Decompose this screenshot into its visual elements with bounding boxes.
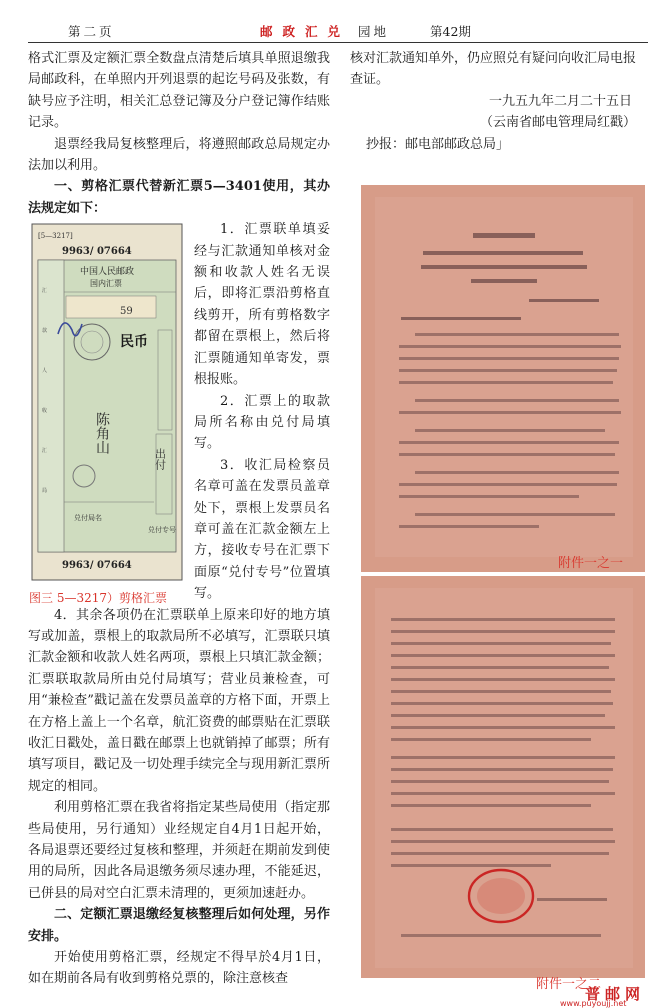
money-order-image xyxy=(28,222,186,582)
section-heading-2: 二、定额汇票退缴经复核整理后如何处理，另作安排。 xyxy=(28,907,330,944)
publication-brand: 邮政汇兑 xyxy=(260,24,351,39)
slip-payout-label: 兑付专号 xyxy=(148,526,176,535)
svg-text:人: 人 xyxy=(42,368,48,375)
left-column xyxy=(28,48,330,990)
annex-label-2: 附件一之二 xyxy=(536,977,602,992)
paragraph-intro: 格式汇票及定额汇票全数盘点清楚后填具单照退缴我局邮政科，在单照内开列退票的起讫号码及张数，有缺号应予注明，相关汇总登记簿及分户登记簿作结账记录。 xyxy=(28,51,330,131)
slip-title-line1: 中国人民邮政 xyxy=(80,267,135,278)
paragraph-schedule: 利用剪格汇票在我省将指定某些局使用（指定那些局使用，另行通知）业经规定自4月1日起开始，各局退票还要经过复核和整理，并须赶在期前发到使用的局所，因此各局退缴务须尽速办理，不能延迟，已併县的局对空白汇票未清理的，更须加速赶办。 xyxy=(28,800,330,901)
annex-label-1: 附件一之一 xyxy=(557,556,623,571)
rule-step-2: 2．汇票上的取款局所名称由兑付局填写。 xyxy=(194,393,330,452)
watermark-logo: 普邮网 xyxy=(585,985,646,1003)
slip-serial-top: 9963/ 07664 xyxy=(62,246,132,258)
slip-currency: 民币 xyxy=(120,334,148,351)
annex-document-2 xyxy=(361,576,645,992)
svg-text:兑付局名: 兑付局名 xyxy=(74,514,102,523)
rule-step-3: 3．收汇局检察员名章可盖在发票员盖章处下，票根上发票员名章可盖在汇款金额左上方，接收专号在汇票下面原“兑付专号”位置填写。 xyxy=(194,457,330,602)
carbon-copy-line: 抄报：邮电部邮政总局」 xyxy=(366,136,510,152)
paragraph-verify: 核对汇款通知单外，仍应照兑有疑问向收汇局电报查证。 xyxy=(350,51,637,88)
section-heading-1: 一、剪格汇票代替新汇票5—3401使用，其办法规定如下： xyxy=(28,179,330,216)
section-label: 园地 xyxy=(358,24,390,39)
svg-text:59: 59 xyxy=(120,306,133,318)
money-order-slip xyxy=(28,222,186,605)
seal-note: （云南省邮电管理局红戳） xyxy=(479,115,636,131)
slip-caption: 图三 5—3217）剪格汇票 xyxy=(29,590,167,605)
slip-serial-bottom: 9963/ 07664 xyxy=(62,560,132,572)
rule-step-4: 4．其余各项仍在汇票联单上原来印好的地方填写或加盖，票根上的取款局所不必填写，汇票联只填汇款金额和收款人姓名两项，票根上只填汇款金额；汇票联取款局所由兑付局填写；营业员兼检查，可用“兼检查”戳记盖在发票员盖章的方格下面，开票上在方格上盖上一个名章，航汇资费的邮票贴在汇票联收汇日戳处，盖日戳在邮票上也就销掉了邮票；所有填写项目，戳记及一切处理手续完全与现用新汇票所规定的相同。 xyxy=(28,607,330,794)
svg-text:款: 款 xyxy=(42,328,48,335)
annex-document-1 xyxy=(361,185,645,572)
paragraph-review: 退票经我局复核整理后，将遵照邮政总局规定办法加以利用。 xyxy=(28,136,330,174)
slip-form-number: [5—3217] xyxy=(38,232,73,241)
svg-text:出付: 出付 xyxy=(153,448,167,471)
rule-step-1: 1．汇票联单填妥经与汇款通知单核对金额和收款人姓名无误后，即将汇票沿剪格直线剪开，所有剪格数字都留在票根上，然后将汇票随通知单寄发，票根报账。 xyxy=(194,222,330,388)
watermark-url: www.puyoujj.net xyxy=(560,999,627,1008)
svg-text:汇: 汇 xyxy=(42,288,48,295)
issue-number: 第42期 xyxy=(430,24,471,39)
svg-text:收: 收 xyxy=(42,408,48,415)
page-header xyxy=(28,20,648,43)
page-number: 第二页 xyxy=(68,24,115,39)
annex-document-2-scan xyxy=(361,576,645,978)
svg-text:汇: 汇 xyxy=(42,448,48,455)
slip-title-line2: 国内汇票 xyxy=(90,279,122,289)
paragraph-start: 开始使用剪格汇票，经规定不得早於4月1日，如在期前各局有收到剪格兑票的，除注意核查 xyxy=(28,950,330,987)
slip-payee: 陈角山 xyxy=(94,412,110,455)
annex-document-1-scan xyxy=(361,185,645,572)
document-date: 一九五九年二月二十五日 xyxy=(488,93,632,109)
svg-text:局: 局 xyxy=(42,488,48,495)
right-column xyxy=(350,48,642,155)
